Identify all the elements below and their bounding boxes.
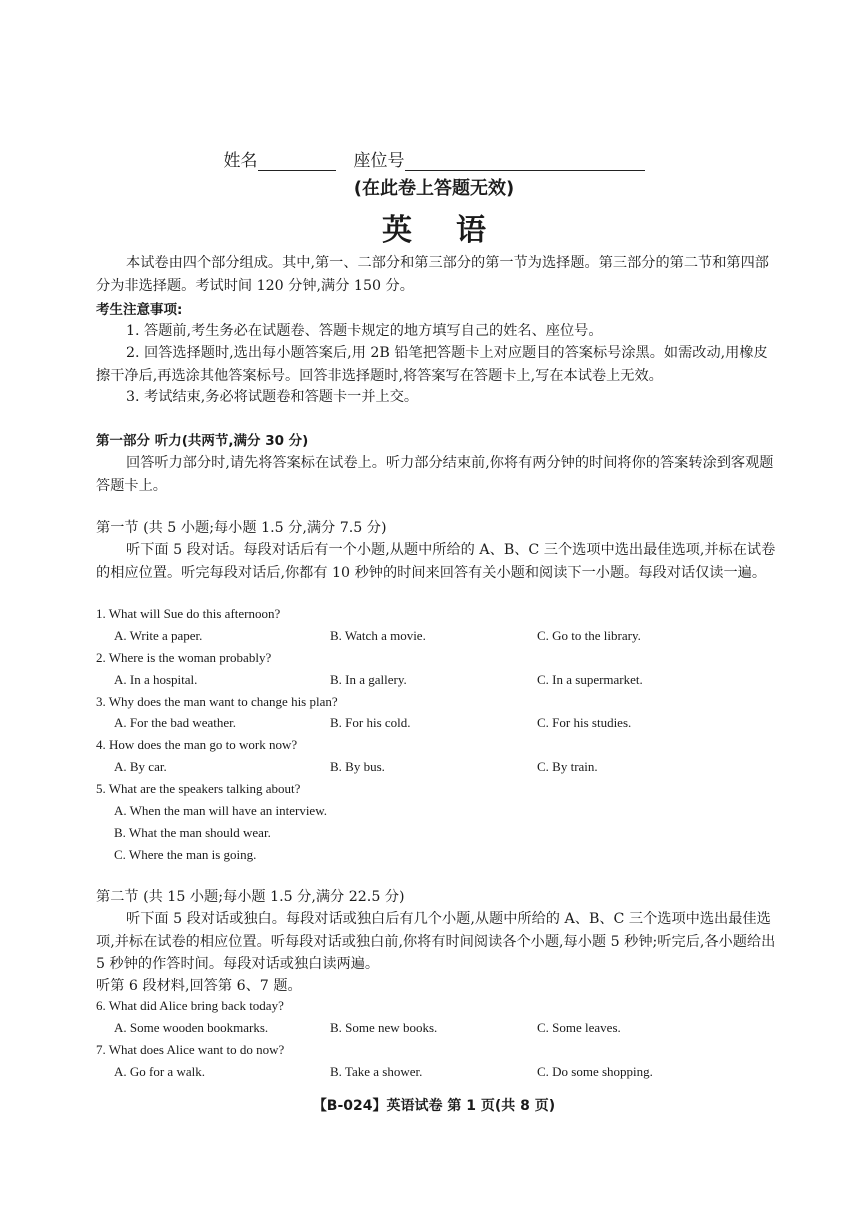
question-5: 5. What are the speakers talking about? xyxy=(96,781,301,796)
exam-title: 英语 xyxy=(382,213,530,248)
page-footer: 【B-024】英语试卷 第 1 页(共 8 页) xyxy=(312,1098,556,1114)
q3-option-b: B. For his cold. xyxy=(330,715,411,730)
material-note: 听第 6 段材料,回答第 6、7 题。 xyxy=(96,978,302,994)
candidate-info-line xyxy=(0,146,868,171)
seat-label: 座位号 xyxy=(353,151,405,171)
note-item-3: 3. 考试结束,务必将试题卷和答题卡一并上交。 xyxy=(126,389,419,405)
notes-heading: 考生注意事项: xyxy=(96,302,183,318)
q5-option-a: A. When the man will have an interview. xyxy=(114,803,327,818)
q4-option-b: B. By bus. xyxy=(330,759,385,774)
q5-option-b: B. What the man should wear. xyxy=(114,825,271,840)
q6-option-a: A. Some wooden bookmarks. xyxy=(114,1020,269,1035)
q1-option-c: C. Go to the library. xyxy=(537,628,641,643)
q7-option-c: C. Do some shopping. xyxy=(537,1064,653,1079)
question-2: 2. Where is the woman probably? xyxy=(96,650,272,665)
q7-option-b: B. Take a shower. xyxy=(330,1064,423,1079)
invalid-answer-notice: (在此卷上答题无效) xyxy=(353,178,515,199)
q1-option-b: B. Watch a movie. xyxy=(330,628,426,643)
intro-paragraph: 本试卷由四个部分组成。其中,第一、二部分和第三部分的第一节为选择题。第三部分的第二节和第四部分为非选择题。考试时间 120 分钟,满分 150 分。 xyxy=(96,255,769,294)
q4-option-c: C. By train. xyxy=(537,759,598,774)
section1-instruction: 听下面 5 段对话。每段对话后有一个小题,从题中所给的 A、B、C 三个选项中选出最佳选项,并标在试卷的相应位置。听完每段对话后,你都有 10 秒钟的时间来回答有关小题和阅读下一小题。每段对话仅读一遍。 xyxy=(96,542,776,581)
q7-option-a: A. Go for a walk. xyxy=(114,1064,205,1079)
note-item-1: 1. 答题前,考生务必在试题卷、答题卡规定的地方填写自己的姓名、座位号。 xyxy=(126,323,603,339)
question-6: 6. What did Alice bring back today? xyxy=(96,998,284,1013)
name-label: 姓名 xyxy=(223,151,258,171)
q3-option-a: A. For the bad weather. xyxy=(114,715,237,730)
part1-heading: 第一部分 听力(共两节,满分 30 分) xyxy=(96,433,309,449)
q2-option-b: B. In a gallery. xyxy=(330,672,407,687)
q5-option-c: C. Where the man is going. xyxy=(114,847,257,862)
question-7: 7. What does Alice want to do now? xyxy=(96,1042,285,1057)
part1-instruction: 回答听力部分时,请先将答案标在试卷上。听力部分结束前,你将有两分钟的时间将你的答案转涂到客观题答题卡上。 xyxy=(96,455,774,494)
q6-option-b: B. Some new books. xyxy=(330,1020,438,1035)
note-item-2: 2. 回答选择题时,选出每小题答案后,用 2B 铅笔把答题卡上对应题目的答案标号涂黑。如需改动,用橡皮擦干净后,再选涂其他答案标号。回答非选择题时,将答案写在答题卡上,写在本试卷上无效。 xyxy=(96,345,768,384)
q6-option-c: C. Some leaves. xyxy=(537,1020,621,1035)
question-3: 3. Why does the man want to change his plan? xyxy=(96,694,338,709)
q2-option-c: C. In a supermarket. xyxy=(537,672,643,687)
question-4: 4. How does the man go to work now? xyxy=(96,737,298,752)
q2-option-a: A. In a hospital. xyxy=(114,672,198,687)
q1-option-a: A. Write a paper. xyxy=(114,628,203,643)
question-1: 1. What will Sue do this afternoon? xyxy=(96,606,281,621)
section1-heading: 第一节 (共 5 小题;每小题 1.5 分,满分 7.5 分) xyxy=(96,520,387,536)
section2-instruction: 听下面 5 段对话或独白。每段对话或独白后有几个小题,从题中所给的 A、B、C 三个选项中选出最佳选项,并标在试卷的相应位置。听每段对话或独白前,你将有时间阅读各个小题,每小题 5 秒钟;听完后,各小题给出 5 秒钟的作答时间。每段对话或独白读两遍。 xyxy=(96,911,776,972)
seat-blank xyxy=(405,154,645,171)
section2-heading: 第二节 (共 15 小题;每小题 1.5 分,满分 22.5 分) xyxy=(96,889,405,905)
name-blank xyxy=(258,154,336,171)
q4-option-a: A. By car. xyxy=(114,759,167,774)
q3-option-c: C. For his studies. xyxy=(537,715,632,730)
